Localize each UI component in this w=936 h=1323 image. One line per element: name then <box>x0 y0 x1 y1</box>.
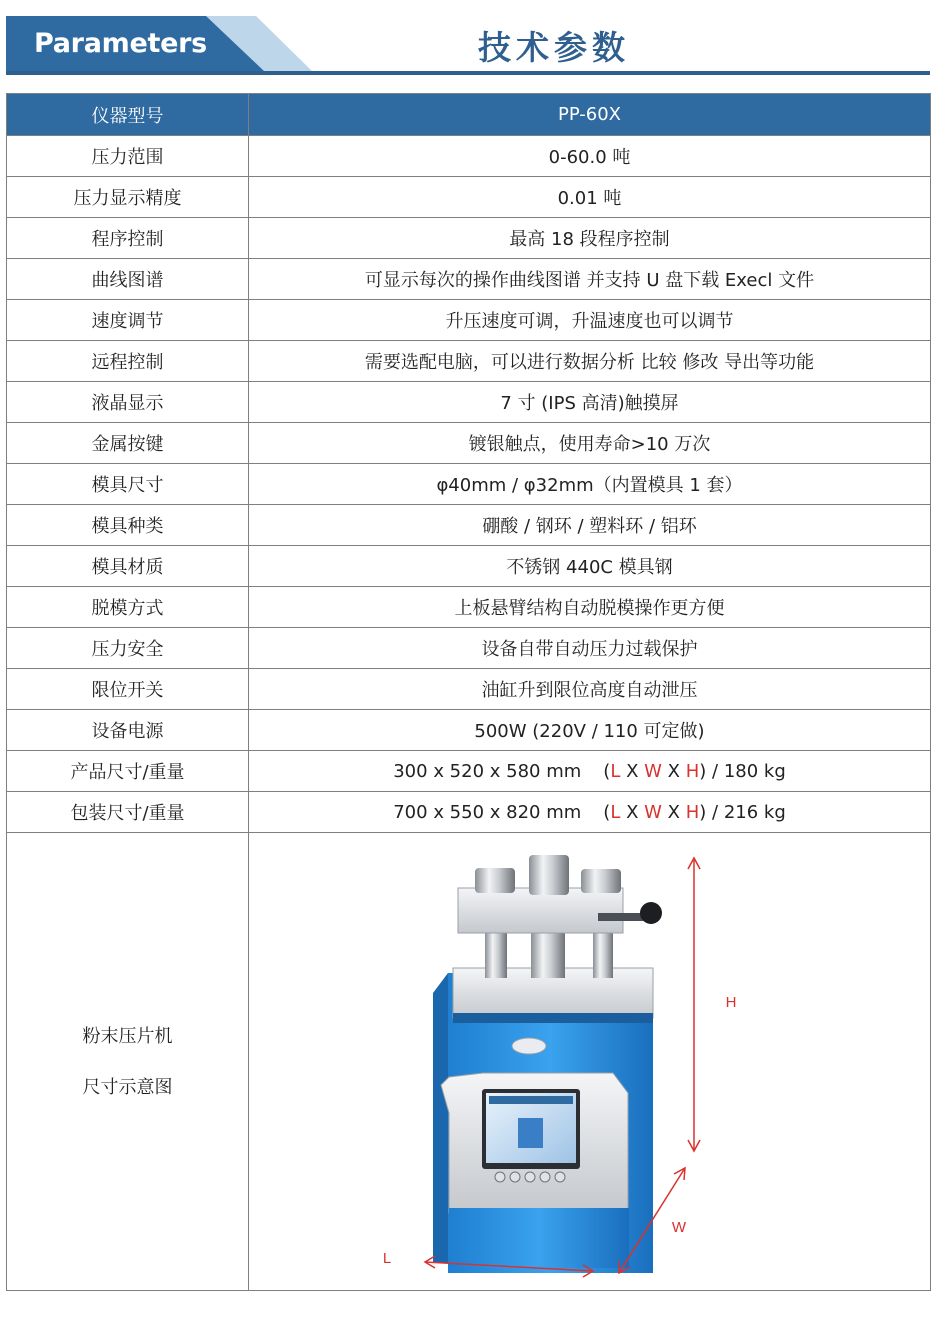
header-divider <box>6 71 930 75</box>
table-row <box>7 341 931 382</box>
param-value: 油缸升到限位高度自动泄压 <box>249 669 931 710</box>
param-label: 包装尺寸/重量 <box>7 792 249 833</box>
image-row <box>7 833 931 1291</box>
paren-open: ( <box>603 760 611 782</box>
length-dimension-label: L <box>382 1250 392 1267</box>
param-value: 需要选配电脑，可以进行数据分析 比较 修改 导出等功能 <box>249 341 931 382</box>
param-label: 程序控制 <box>7 218 249 259</box>
param-label: 模具种类 <box>7 505 249 546</box>
table-row <box>7 505 931 546</box>
table-row <box>7 300 931 341</box>
diagram-caption-label: 尺寸示意图 <box>82 1076 173 1098</box>
table-row <box>7 177 931 218</box>
width-dimension-label: W <box>671 1219 687 1236</box>
parameters-table <box>6 93 931 1291</box>
table-header-row <box>7 94 931 136</box>
table-header-label: 仪器型号 <box>7 94 249 136</box>
table-row <box>7 259 931 300</box>
table-header-value: PP-60X <box>249 94 931 136</box>
weight-text: / 216 kg <box>706 801 786 823</box>
page-header <box>6 16 930 76</box>
w-marker: W <box>644 801 662 823</box>
paren-close: ) <box>699 760 707 782</box>
param-value <box>249 751 931 792</box>
h-marker: H <box>685 801 700 823</box>
press-columns <box>458 855 662 978</box>
header-title-cn: 技术参数 <box>478 28 630 67</box>
param-value: 7 寸 (IPS 高清)触摸屏 <box>249 382 931 423</box>
paren-close: ) <box>699 801 707 823</box>
paren-open: ( <box>603 801 611 823</box>
header-title-en: Parameters <box>34 28 207 59</box>
table-row <box>7 587 931 628</box>
param-label: 模具尺寸 <box>7 464 249 505</box>
table-row <box>7 669 931 710</box>
param-label: 速度调节 <box>7 300 249 341</box>
w-marker: W <box>644 760 662 782</box>
param-value: 可显示每次的操作曲线图谱 并支持 U 盘下载 Execl 文件 <box>249 259 931 300</box>
param-label: 压力安全 <box>7 628 249 669</box>
param-value: 0.01 吨 <box>249 177 931 218</box>
machine-name-label: 粉末压片机 <box>82 1025 173 1047</box>
machine-diagram-cell <box>249 833 931 1291</box>
dimension-text: 700 x 550 x 820 mm <box>393 801 582 823</box>
x-separator: X <box>620 801 645 823</box>
param-value: 最高 18 段程序控制 <box>249 218 931 259</box>
param-value: 镀银触点，使用寿命>10 万次 <box>249 423 931 464</box>
param-label: 曲线图谱 <box>7 259 249 300</box>
h-marker: H <box>685 760 700 782</box>
param-label: 设备电源 <box>7 710 249 751</box>
param-value <box>249 792 931 833</box>
table-row <box>7 136 931 177</box>
table-row <box>7 464 931 505</box>
param-value: 0-60.0 吨 <box>249 136 931 177</box>
l-marker: L <box>610 801 621 823</box>
param-label: 远程控制 <box>7 341 249 382</box>
param-value: 上板悬臂结构自动脱模操作更方便 <box>249 587 931 628</box>
x-separator: X <box>620 760 645 782</box>
param-value: 升压速度可调，升温速度也可以调节 <box>249 300 931 341</box>
machine-body <box>433 968 653 1273</box>
param-label: 液晶显示 <box>7 382 249 423</box>
image-row-label <box>7 833 249 1291</box>
table-row <box>7 546 931 587</box>
x-separator: X <box>661 801 686 823</box>
param-value: φ40mm / φ32mm（内置模具 1 套） <box>249 464 931 505</box>
dimension-text: 300 x 520 x 580 mm <box>393 760 582 782</box>
param-label: 模具材质 <box>7 546 249 587</box>
param-label: 压力范围 <box>7 136 249 177</box>
param-label: 产品尺寸/重量 <box>7 751 249 792</box>
height-dimension-label: H <box>725 994 737 1011</box>
param-label: 压力显示精度 <box>7 177 249 218</box>
param-value: 设备自带自动压力过载保护 <box>249 628 931 669</box>
table-row <box>7 382 931 423</box>
param-label: 金属按键 <box>7 423 249 464</box>
table-row <box>7 792 931 833</box>
param-value: 硼酸 / 钢环 / 塑料环 / 铝环 <box>249 505 931 546</box>
table-row <box>7 628 931 669</box>
table-row <box>7 423 931 464</box>
param-label: 限位开关 <box>7 669 249 710</box>
table-row <box>7 710 931 751</box>
param-value: 500W (220V / 110 可定做) <box>249 710 931 751</box>
table-row <box>7 751 931 792</box>
param-label: 脱模方式 <box>7 587 249 628</box>
l-marker: L <box>610 760 621 782</box>
weight-text: / 180 kg <box>706 760 786 782</box>
table-row <box>7 218 931 259</box>
param-value: 不锈钢 440C 模具钢 <box>249 546 931 587</box>
x-separator: X <box>661 760 686 782</box>
machine-illustration <box>253 833 935 1290</box>
